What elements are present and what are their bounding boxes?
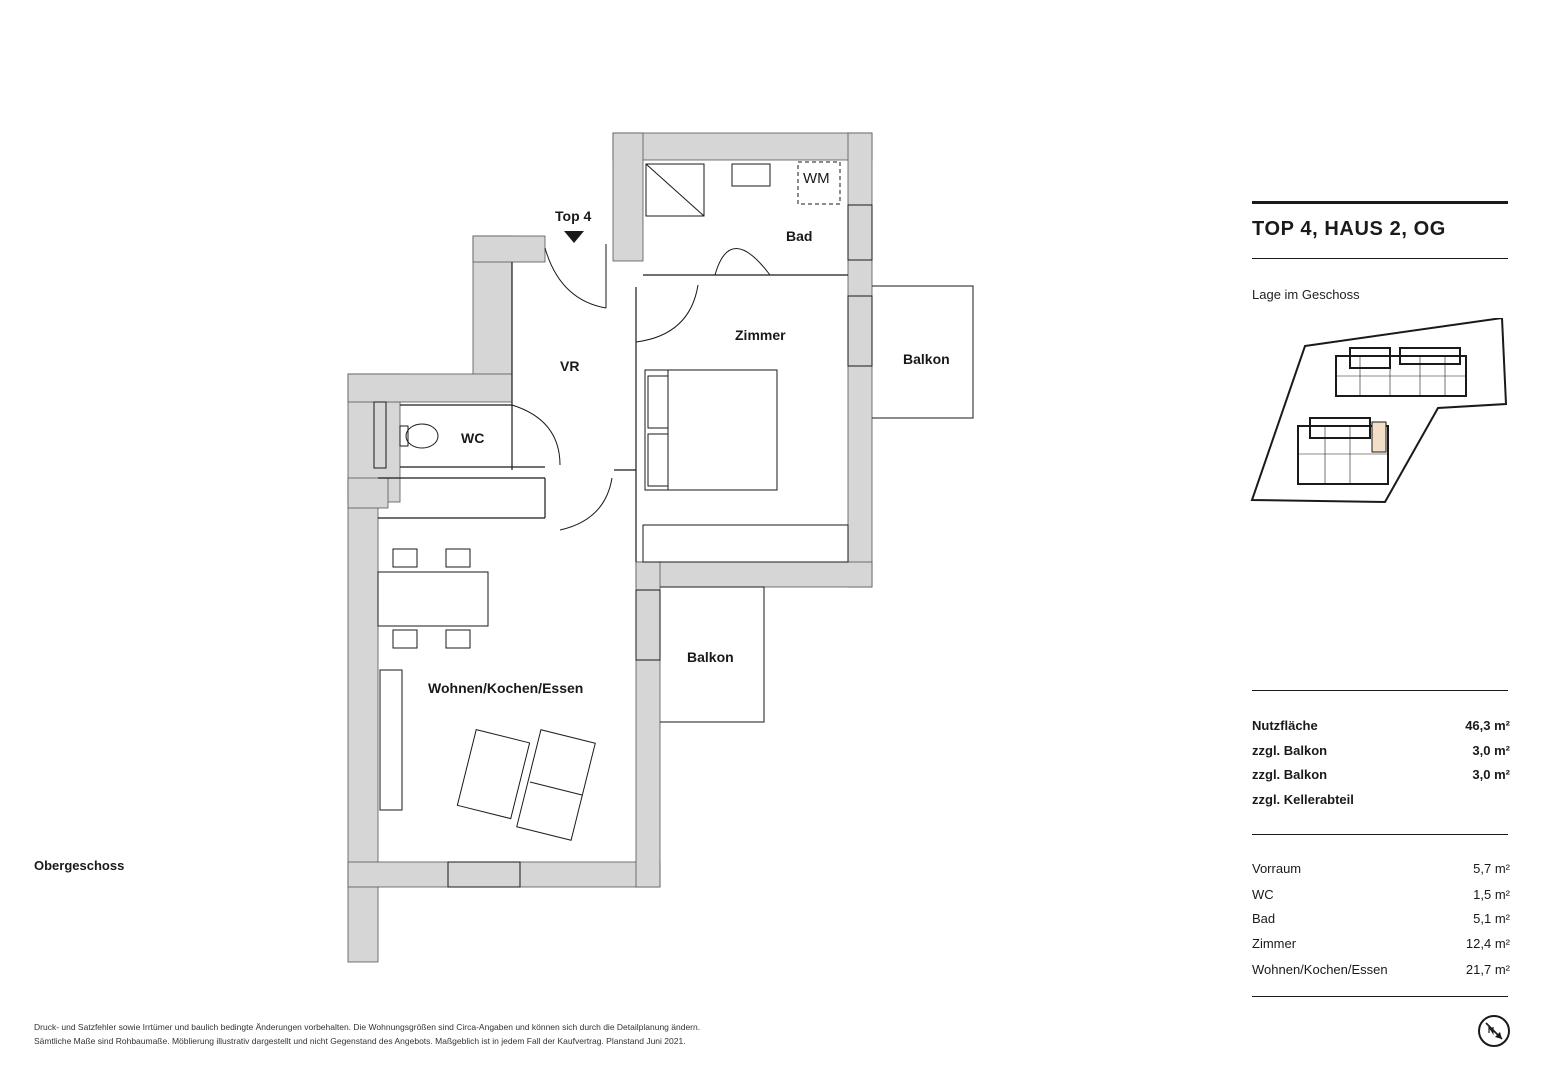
- summary-row: [1252, 718, 1510, 733]
- rule-under-title: [1252, 258, 1508, 259]
- summary-value: 3,0 m²: [1472, 743, 1510, 758]
- disclaimer-line-1: Druck- und Satzfehler sowie Irrtümer und baulich bedingte Änderungen vorbehalten. Die Wohnungsgrößen sind Circa-Angaben und können sich durch die Detailplanung ändern.: [34, 1022, 701, 1032]
- room-area-row: [1252, 911, 1510, 926]
- room-area-label: Zimmer: [1252, 936, 1297, 951]
- page-title: TOP 4, HAUS 2, OG: [1252, 218, 1446, 240]
- room-label-zimmer: Zimmer: [735, 327, 786, 343]
- floor-label: Obergeschoss: [34, 858, 125, 873]
- room-area-label: Wohnen/Kochen/Essen: [1252, 962, 1388, 977]
- summary-row: [1252, 767, 1510, 782]
- summary-label: zzgl. Balkon: [1252, 743, 1328, 758]
- summary-row: [1252, 743, 1510, 758]
- room-label-balkon-1: Balkon: [903, 351, 950, 367]
- rule-bottom: [1252, 996, 1508, 997]
- summary-row: [1252, 792, 1510, 807]
- room-label-wc: WC: [461, 430, 485, 446]
- disclaimer: [34, 1021, 824, 1048]
- room-area-label: Bad: [1252, 911, 1276, 926]
- summary-label: zzgl. Balkon: [1252, 767, 1328, 782]
- room-label-wohnen: Wohnen/Kochen/Essen: [428, 680, 584, 696]
- summary-value: 46,3 m²: [1465, 718, 1510, 733]
- room-label-wm: WM: [803, 170, 830, 187]
- disclaimer-line-2: Sämtliche Maße sind Rohbaumaße. Möblierung illustrativ dargestellt und nicht Gegenstand des Angebots. Maßgeblich ist in jedem Fall der Kaufvertrag. Planstand Juni 2021.: [34, 1035, 686, 1046]
- room-area-row: [1252, 962, 1510, 977]
- room-area-value: 5,1 m²: [1473, 911, 1510, 926]
- location-label: Lage im Geschoss: [1252, 287, 1360, 302]
- room-area-row: [1252, 861, 1510, 876]
- location-highlight: [1372, 422, 1386, 452]
- room-label-vr: VR: [560, 358, 580, 374]
- summary-value: 3,0 m²: [1472, 767, 1510, 782]
- room-area-row: [1252, 887, 1510, 902]
- room-area-label: WC: [1252, 887, 1274, 902]
- summary-label: Nutzfläche: [1252, 718, 1318, 733]
- room-area-value: 12,4 m²: [1465, 936, 1510, 951]
- entrance-triangle-icon: [564, 231, 584, 243]
- room-label-balkon-2: Balkon: [687, 649, 734, 665]
- rule-summary: [1252, 690, 1508, 691]
- room-area-row: [1252, 936, 1510, 951]
- room-area-label: Vorraum: [1252, 861, 1302, 876]
- rule-top: [1252, 201, 1508, 204]
- room-label-bad: Bad: [786, 228, 813, 244]
- location-map: [1250, 318, 1510, 503]
- room-area-value: 5,7 m²: [1473, 861, 1510, 876]
- rule-rooms: [1252, 834, 1508, 835]
- entrance-label: Top 4: [555, 208, 592, 224]
- room-area-value: 21,7 m²: [1465, 962, 1510, 977]
- north-arrow-icon: [1477, 1014, 1511, 1048]
- summary-label: zzgl. Kellerabteil: [1252, 792, 1354, 807]
- room-area-value: 1,5 m²: [1473, 887, 1510, 902]
